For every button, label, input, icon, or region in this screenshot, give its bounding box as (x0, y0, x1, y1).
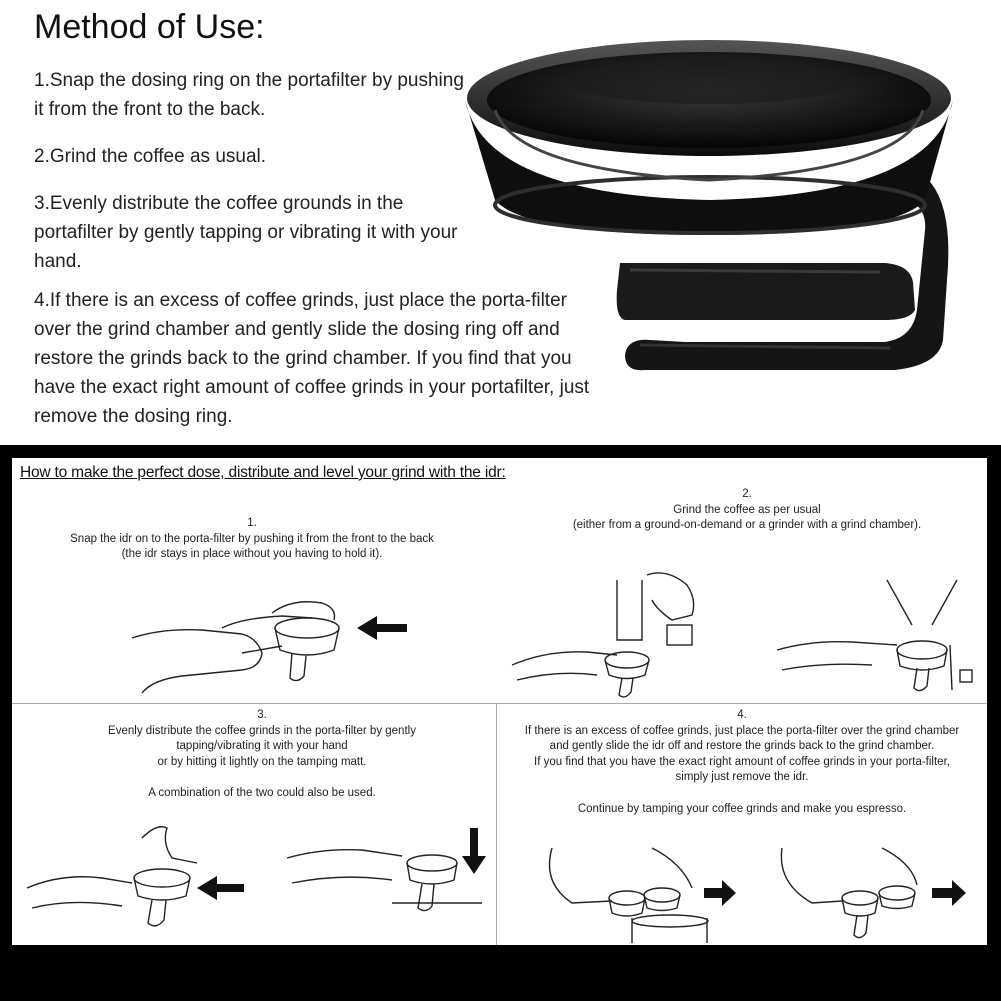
panel-divider-vertical (496, 703, 497, 945)
panel-4-illustration-remove (532, 843, 737, 943)
panel-2-illustration-chamber (772, 570, 982, 700)
step-4-text: 4.If there is an excess of coffee grinds, just place the porta-filter over the grind chamber and gently slide the dosing ring off and restore the grinds back to the grind chamber. If you find that you have the exact right amount of coffee grinds in your portafilter, just remove the dosing ring. (34, 290, 590, 427)
panel-1-illustration (122, 598, 422, 698)
step-2-text: 2.Grind the coffee as usual. (34, 146, 267, 167)
panel-3-illustration-tap (22, 818, 247, 938)
panel-3-caption (52, 708, 472, 802)
panel-3-line-1: Evenly distribute the coffee grinds in the porta-filter by gently (108, 724, 416, 737)
step-3-text: 3.Evenly distribute the coffee grounds in the portafilter by gently tapping or vibrating it with your hand. (34, 193, 458, 272)
panel-4-line-3: If you find that you have the exact right amount of coffee grinds in your porta-filter, (534, 755, 950, 768)
panel-1-number: 1. (247, 517, 257, 529)
panel-4-line-5: Continue by tamping your coffee grinds and make you espresso. (577, 802, 907, 815)
instruction-panel (12, 458, 987, 945)
panel-1-line-1: Snap the idr on to the porta-filter by pushing it from the front to the back (70, 532, 434, 545)
panel-2-line-2: (either from a ground-on-demand or a grinder with a grind chamber). (572, 519, 922, 531)
panel-2-illustration-grinder (507, 570, 707, 700)
slide-arrow-icon-2 (932, 880, 966, 906)
panel-4-line-4: simply just remove the idr. (675, 771, 809, 783)
panel-4-illustration-lift (772, 843, 977, 943)
panel-2-line-1: Grind the coffee as per usual (673, 503, 821, 516)
panel-1-caption (42, 516, 462, 563)
panel-1-line-2: (the idr stays in place without you having to hold it). (121, 548, 383, 560)
panel-4-number: 4. (737, 709, 747, 721)
panel-4-caption (502, 708, 982, 817)
method-section (0, 0, 1001, 445)
panel-4-line-1: If there is an excess of coffee grinds, just place the porta-filter over the grind chamber (524, 724, 960, 737)
panel-3-line-3: or by hitting it lightly on the tamping matt. (157, 755, 367, 768)
panel-divider-horizontal (12, 703, 987, 704)
instruction-band (0, 445, 1001, 1001)
tap-arrow-icon (197, 876, 244, 900)
panel-3-illustration-press (282, 808, 492, 928)
slide-arrow-icon-1 (704, 880, 736, 906)
panel-3-number: 3. (257, 709, 267, 721)
panel-2-caption (512, 487, 982, 534)
step-1-text: 1.Snap the dosing ring on the portafilter by pushing it from the front to the back. (34, 70, 464, 120)
push-arrow-icon (357, 616, 407, 640)
panel-3-line-2: tapping/vibrating it with your hand (176, 740, 348, 752)
down-arrow-icon (462, 828, 486, 874)
instruction-title: How to make the perfect dose, distribute and level your grind with the idr: (20, 464, 506, 481)
method-title: Method of Use: (34, 8, 265, 46)
panel-4-line-2: and gently slide the idr off and restore the grinds back to the grind chamber. (549, 740, 935, 752)
dosing-ring-photo (455, 20, 975, 440)
panel-2-number: 2. (742, 488, 752, 500)
panel-3-line-4: A combination of the two could also be used. (148, 787, 376, 799)
